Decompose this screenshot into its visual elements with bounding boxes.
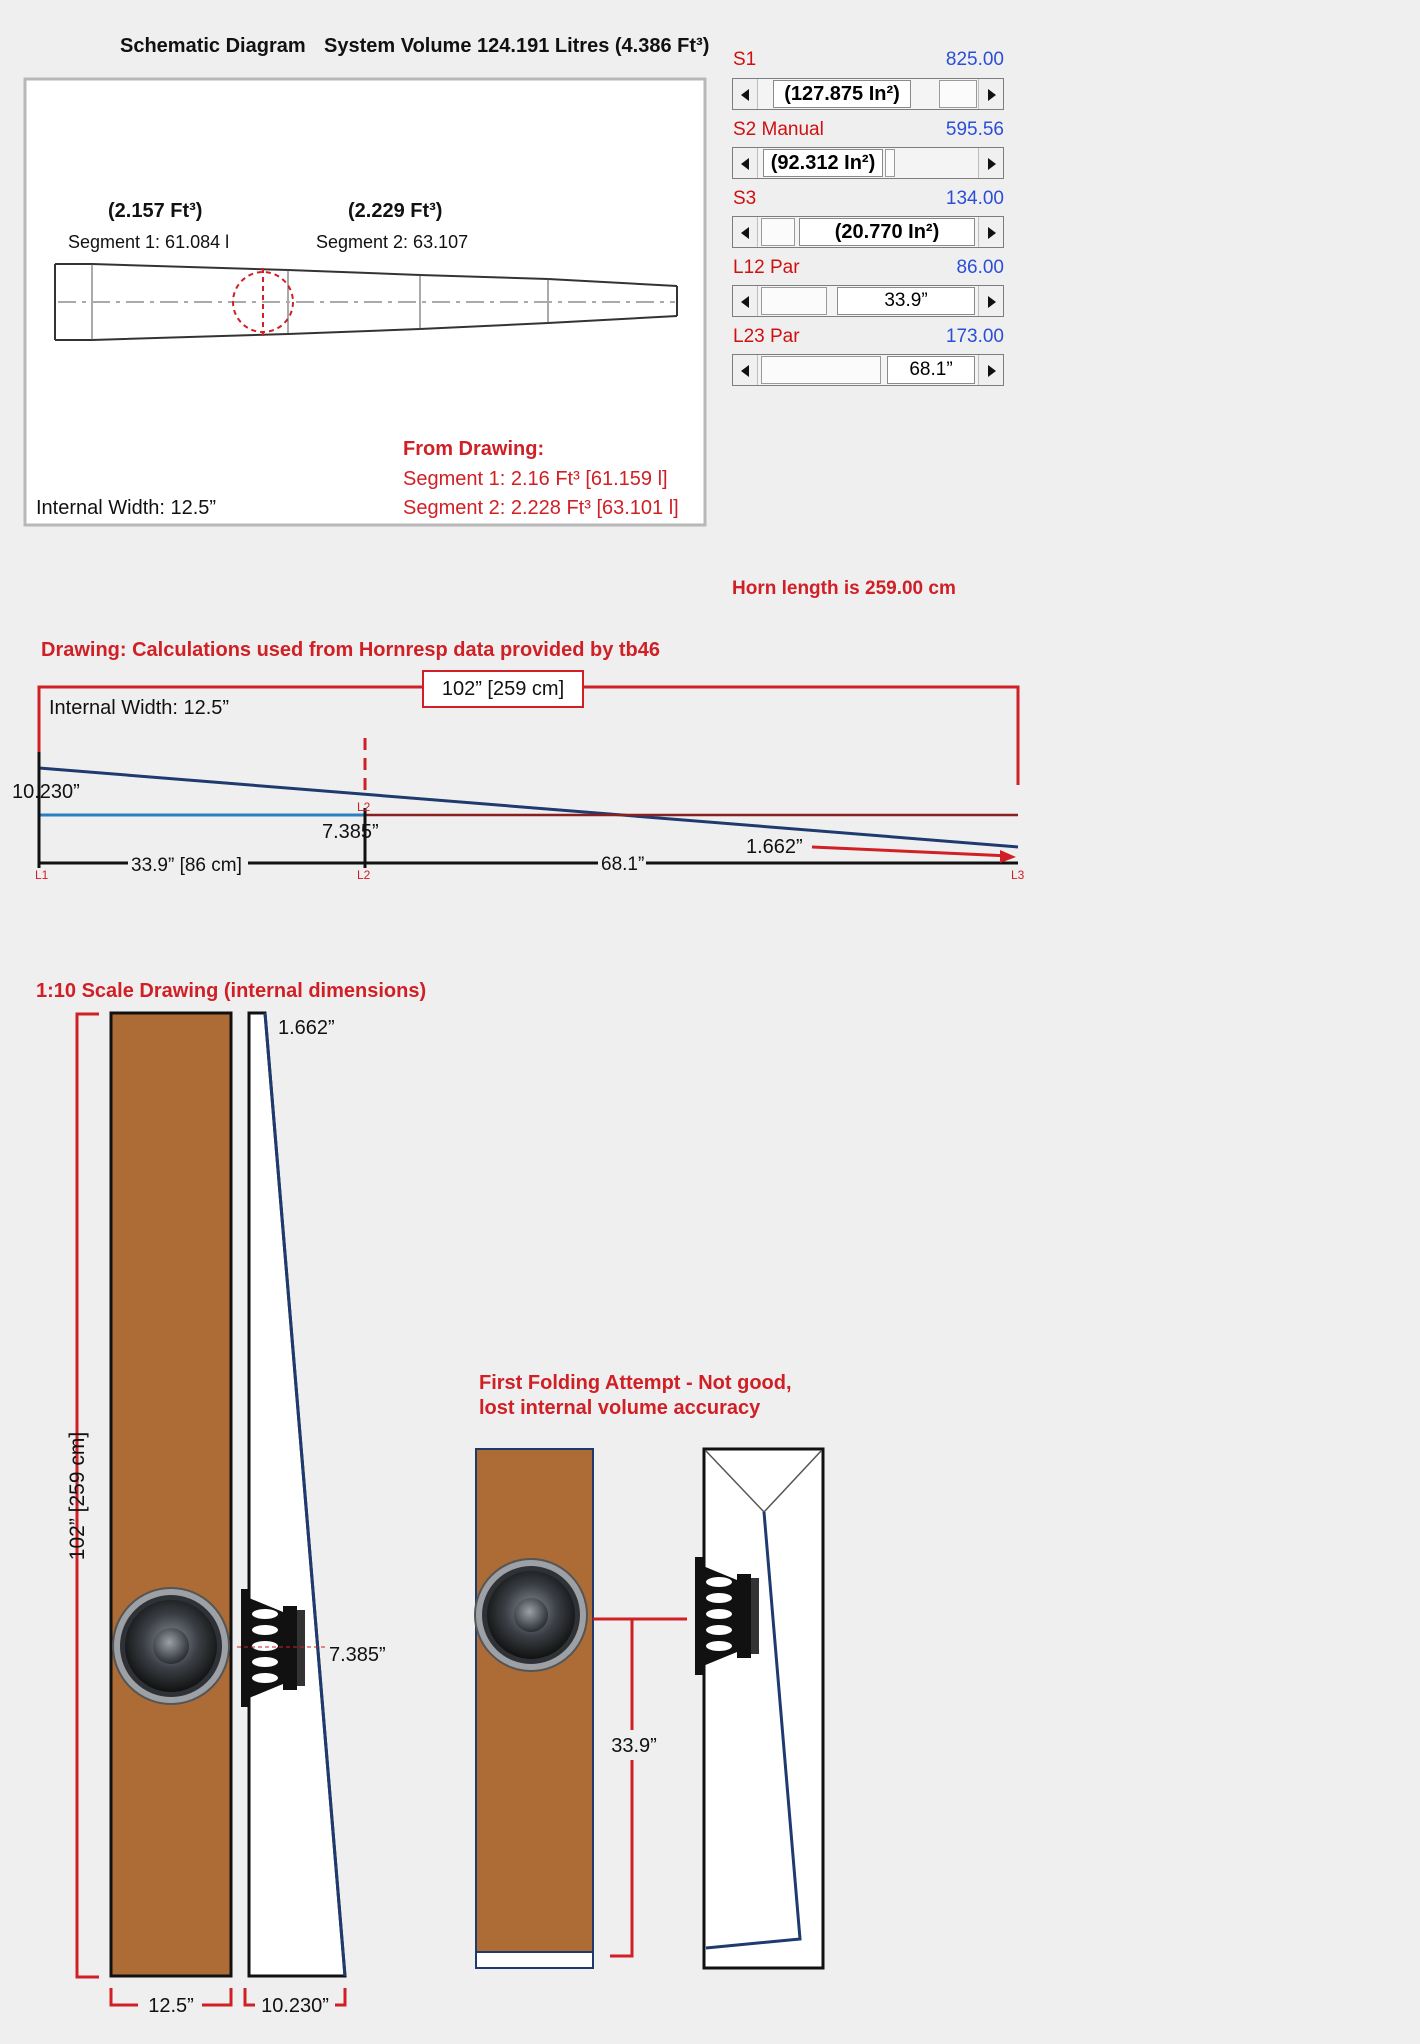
- scale-title: 1:10 Scale Drawing (internal dimensions): [36, 980, 427, 1002]
- control-label-l12: L12 Par: [733, 257, 800, 278]
- control-value-s3: 134.00: [945, 188, 1004, 209]
- scroll-right-l12-button[interactable]: [978, 286, 1003, 316]
- control-label-s2: S2 Manual: [733, 119, 824, 140]
- scrollbar-s2[interactable]: [732, 147, 1004, 179]
- scroll-left-s1-button[interactable]: [733, 79, 758, 109]
- arrow-right-icon: [988, 89, 996, 101]
- arrow-left-icon: [741, 227, 749, 239]
- scrollbar-s3[interactable]: [732, 216, 1004, 248]
- control-value-l12: 86.00: [956, 257, 1004, 278]
- scroll-left-s2-button[interactable]: [733, 148, 758, 178]
- from-drawing-segment1: Segment 1: 2.16 Ft³ [61.159 l]: [403, 468, 668, 490]
- scroll-right-s2-button[interactable]: [978, 148, 1003, 178]
- scroll-right-s3-button[interactable]: [978, 217, 1003, 247]
- scroll-thumb-s1[interactable]: [939, 80, 977, 108]
- dim-l2: 7.385”: [322, 821, 379, 843]
- top-width-label: 1.662”: [278, 1017, 335, 1039]
- marker-l2-top: L2: [357, 800, 371, 814]
- folded-horn-box: [704, 1449, 823, 1968]
- field-s2[interactable]: (92.312 In²): [763, 149, 883, 177]
- cabinet-wood: [111, 1013, 231, 1976]
- horn-width-label: 10.230”: [261, 1995, 329, 2017]
- horn-side-profile: [249, 1013, 345, 1976]
- dim-l3: 1.662”: [746, 836, 803, 858]
- arrow-right-icon: [988, 227, 996, 239]
- system-volume: System Volume 124.191 Litres (4.386 Ft³): [324, 35, 710, 57]
- total-length-label: 102” [259 cm]: [441, 678, 565, 700]
- l3-arrow: [812, 847, 1010, 856]
- schematic-internal-width: Internal Width: 12.5”: [36, 497, 217, 519]
- field-s3[interactable]: (20.770 In²): [799, 218, 975, 246]
- from-drawing-title: From Drawing:: [403, 438, 545, 460]
- folded-woofer-front: [475, 1559, 587, 1671]
- height-label: 102” [259 cm]: [66, 1431, 89, 1561]
- scrollbar-l12[interactable]: [732, 285, 1004, 317]
- folding-title-line2: lost internal volume accuracy: [479, 1397, 761, 1419]
- segment2-volume-label: Segment 2: 63.107: [316, 232, 469, 252]
- control-value-s2: 595.56: [945, 119, 1004, 140]
- arrow-left-icon: [741, 365, 749, 377]
- control-value-s1: 825.00: [945, 49, 1004, 70]
- folded-length-bracket: [610, 1619, 632, 1956]
- folding-attempt: [475, 1372, 823, 1968]
- box-width-label: 12.5”: [148, 1995, 194, 2017]
- folded-cabinet-wood: [476, 1449, 593, 1952]
- segment1-length: 33.9” [86 cm]: [131, 855, 242, 876]
- control-label-s1: S1: [733, 49, 757, 70]
- mid-width-label: 7.385”: [329, 1644, 386, 1666]
- control-value-l23: 173.00: [945, 326, 1004, 347]
- profile-top-line: [39, 768, 1018, 847]
- schematic-panel: [25, 35, 709, 525]
- folding-title-line1: First Folding Attempt - Not good,: [479, 1372, 792, 1394]
- schematic-title: Schematic Diagram: [120, 35, 306, 57]
- marker-l2: L2: [357, 868, 371, 882]
- scale-drawing: [36, 980, 426, 2017]
- scroll-left-l23-button[interactable]: [733, 355, 758, 385]
- control-label-s3: S3: [733, 188, 757, 209]
- arrow-right-icon: [988, 158, 996, 170]
- arrow-right-icon: [988, 296, 996, 308]
- marker-l3: L3: [1011, 868, 1025, 882]
- from-drawing-segment2: Segment 2: 2.228 Ft³ [63.101 l]: [403, 497, 679, 519]
- segment2-volume-ft3: (2.229 Ft³): [348, 200, 443, 222]
- arrow-left-icon: [741, 296, 749, 308]
- scroll-thumb-l23[interactable]: [761, 356, 881, 384]
- scroll-right-l23-button[interactable]: [978, 355, 1003, 385]
- drawing-title: Drawing: Calculations used from Hornresp data provided by tb46: [41, 639, 660, 661]
- dim-l1: 10.230”: [12, 781, 80, 803]
- segment1-volume-label: Segment 1: 61.084 l: [68, 232, 230, 252]
- horn-length: Horn length is 259.00 cm: [732, 578, 956, 599]
- field-s1[interactable]: (127.875 In²): [773, 80, 911, 108]
- drawing-internal-width: Internal Width: 12.5”: [49, 697, 230, 719]
- scroll-right-s1-button[interactable]: [978, 79, 1003, 109]
- segment2-length: 68.1”: [601, 854, 645, 875]
- arrow-left-icon: [741, 158, 749, 170]
- folded-length-label: 33.9”: [611, 1735, 657, 1757]
- woofer-front: [113, 1588, 229, 1704]
- scroll-left-l12-button[interactable]: [733, 286, 758, 316]
- segment1-volume-ft3: (2.157 Ft³): [108, 200, 203, 222]
- profile-drawing: [12, 639, 1025, 882]
- scroll-left-s3-button[interactable]: [733, 217, 758, 247]
- field-l23[interactable]: 68.1”: [887, 356, 975, 384]
- scrollbar-s1[interactable]: [732, 78, 1004, 110]
- folded-cabinet-base: [476, 1952, 593, 1968]
- scroll-thumb-l12[interactable]: [761, 287, 827, 315]
- marker-l1: L1: [35, 868, 49, 882]
- control-label-l23: L23 Par: [733, 326, 800, 347]
- field-l12[interactable]: 33.9”: [837, 287, 975, 315]
- arrow-right-icon: [988, 365, 996, 377]
- arrow-left-icon: [741, 89, 749, 101]
- scrollbar-l23[interactable]: [732, 354, 1004, 386]
- scroll-thumb-s3[interactable]: [761, 218, 795, 246]
- scroll-thumb-s2[interactable]: [885, 149, 895, 177]
